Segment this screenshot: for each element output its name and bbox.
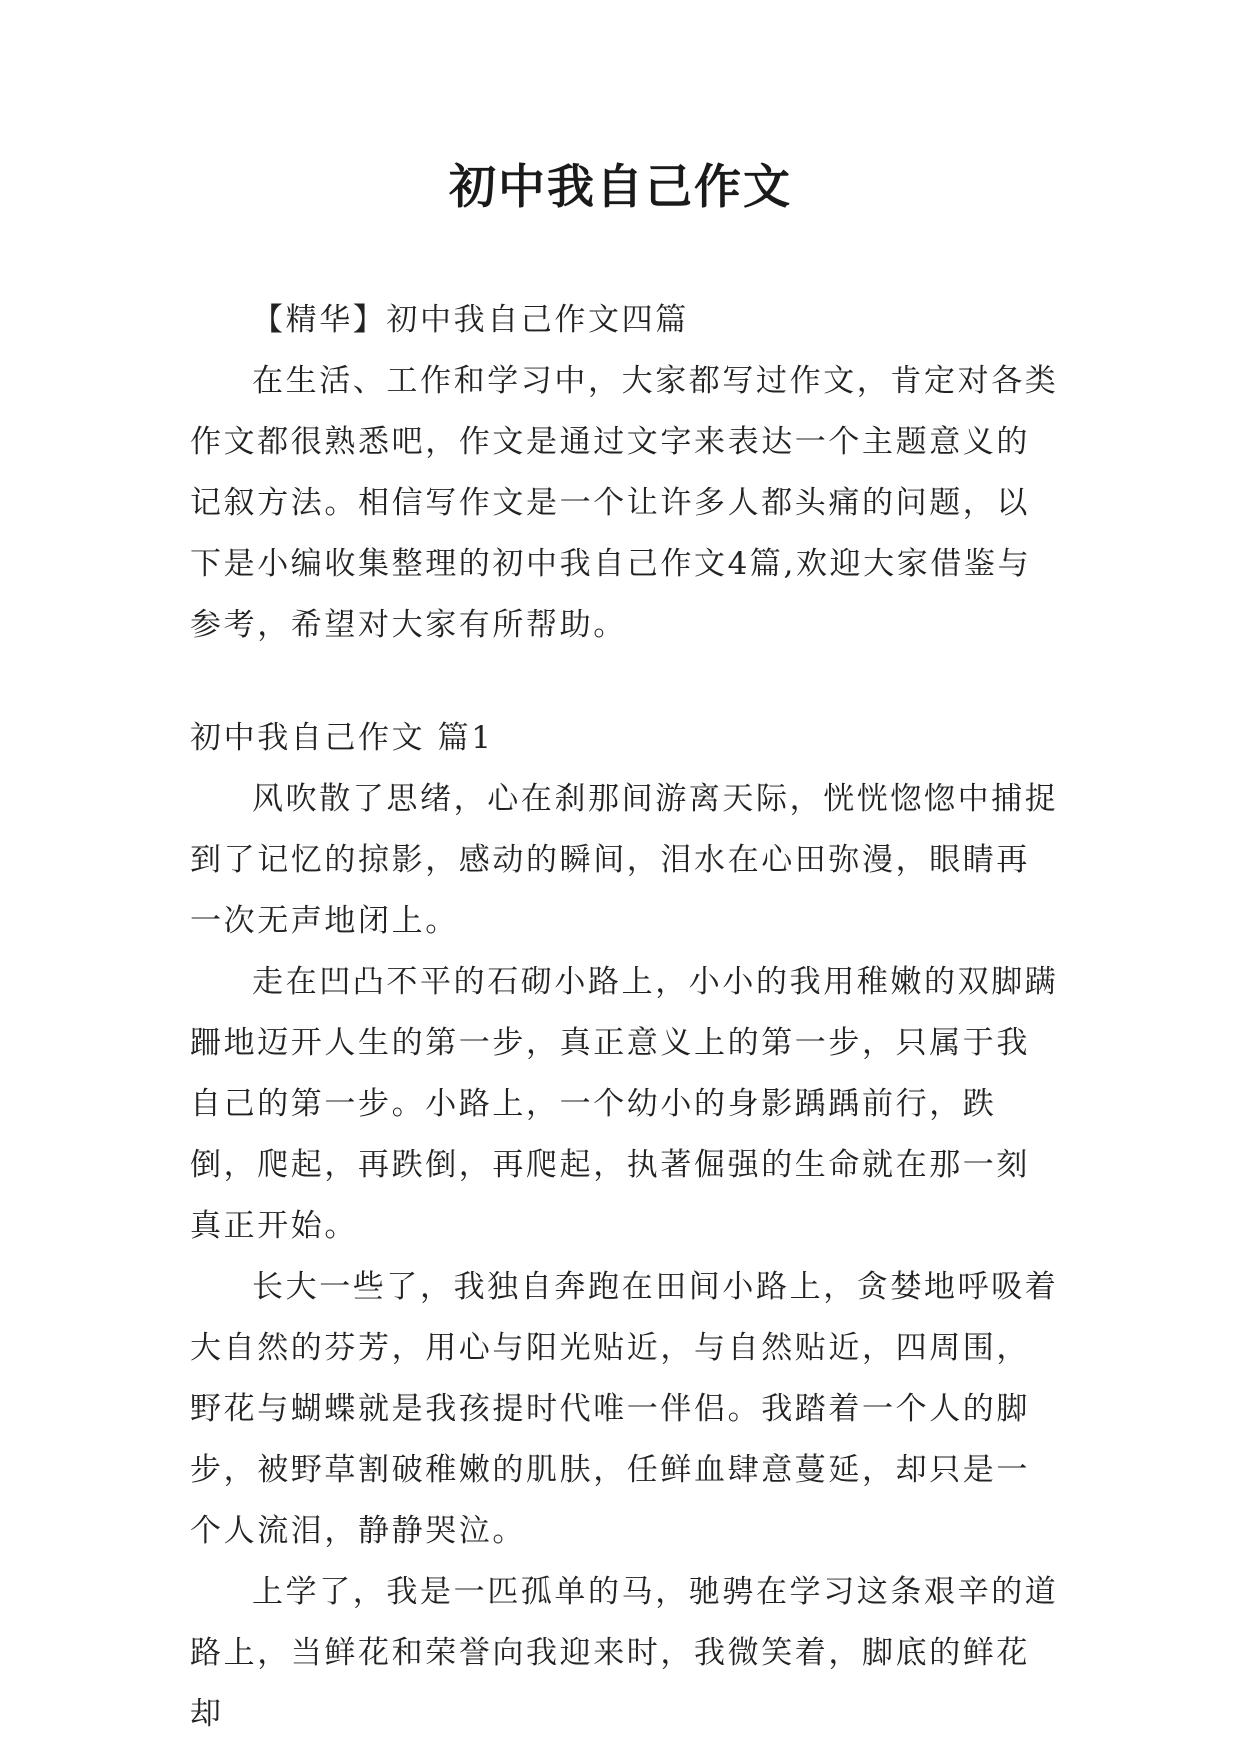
body-paragraph: 上学了，我是一匹孤单的马，驰骋在学习这条艰辛的道路上，当鲜花和荣誉向我迎来时，我微笑着，脚底的鲜花却 [190,1574,1059,1732]
intro-paragraph: 在生活、工作和学习中，大家都写过作文，肯定对各类作文都很熟悉吧，作文是通过文字来表达一个主题意义的记叙方法。相信写作文是一个让许多人都头痛的问题，以下是小编收集整理的初中我自己作文4篇,欢迎大家借鉴与参考，希望对大家有所帮助。 [190,363,1059,643]
document-title: 初中我自己作文 [449,160,792,215]
body-paragraph: 风吹散了思绪，心在刹那间游离天际，恍恍惚惚中捕捉到了记忆的掠影，感动的瞬间，泪水在心田弥漫，眼睛再一次无声地闭上。 [190,781,1059,939]
document-subtitle: 【精华】初中我自己作文四篇 [252,302,689,338]
body-paragraph: 长大一些了，我独自奔跑在田间小路上，贪婪地呼吸着大自然的芬芳，用心与阳光贴近，与自然贴近，四周围，野花与蝴蝶就是我孩提时代唯一伴侣。我踏着一个人的脚步，被野草割破稚嫩的肌肤，任鲜血肆意蔓延，却只是一个人流泪，静静哭泣。 [190,1269,1059,1549]
section-spacer [190,656,1060,708]
section-heading: 初中我自己作文 篇1 [190,720,494,756]
body-paragraph: 走在凹凸不平的石砌小路上，小小的我用稚嫩的双脚蹒跚地迈开人生的第一步，真正意义上的第一步，只属于我自己的第一步。小路上，一个幼小的身影踽踽前行，跌倒，爬起，再跌倒，再爬起，执著倔强的生命就在那一刻真正开始。 [190,964,1059,1244]
document-body [190,290,1060,1745]
